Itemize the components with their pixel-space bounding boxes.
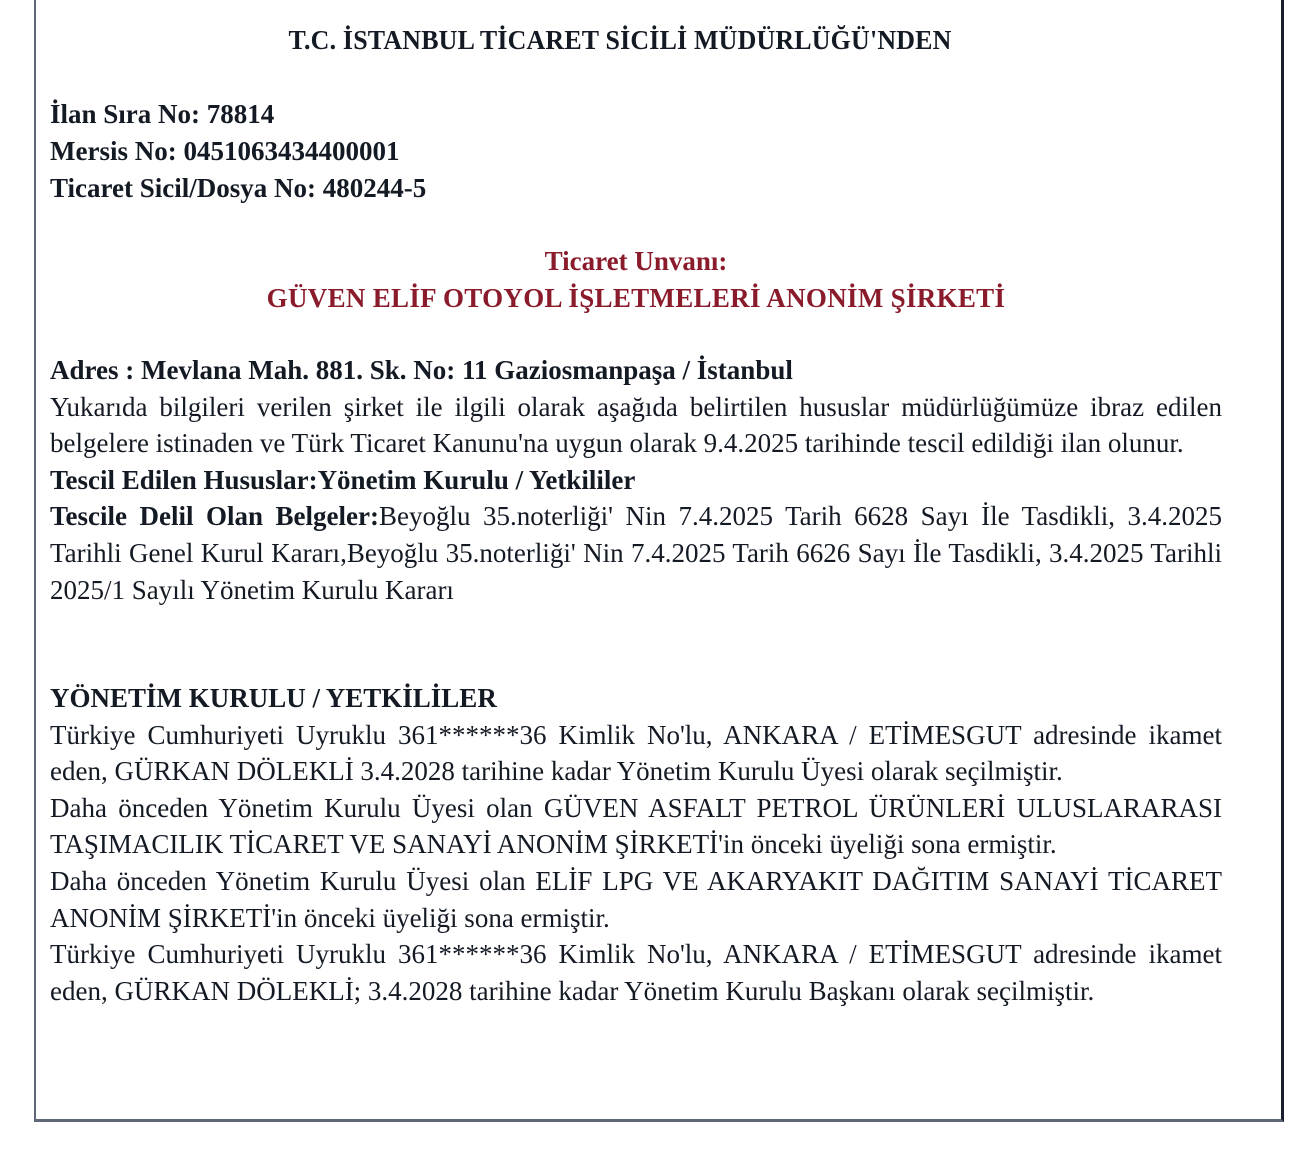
announcement-body xyxy=(50,352,1222,608)
announcement-number-row xyxy=(50,96,426,133)
board-paragraph: Türkiye Cumhuriyeti Uyruklu 361******36 Kimlik No'lu, ANKARA / ETİMESGUT adresinde ikamet eden, GÜRKAN DÖLEKLİ 3.4.2028 tarihine kadar Yönetim Kurulu Üyesi olarak seçilmiştir. xyxy=(50,719,1222,787)
address-label: Adres : xyxy=(50,355,135,385)
mersis-number-label: Mersis No: xyxy=(50,136,177,166)
announcement-meta xyxy=(50,96,426,207)
evidence-documents-paragraph xyxy=(50,498,1222,608)
address-line xyxy=(50,352,1222,389)
announcement-number-label: İlan Sıra No: xyxy=(50,99,201,129)
trade-name-label: Ticaret Unvanı: xyxy=(544,246,728,276)
mersis-number-value: 0451063434400001 xyxy=(183,136,400,166)
address-value: Mevlana Mah. 881. Sk. No: 11 Gaziosmanpaşa / İstanbul xyxy=(141,355,793,385)
company-name: GÜVEN ELİF OTOYOL İŞLETMELERİ ANONİM ŞİRKETİ xyxy=(266,283,1006,313)
registered-matters-value: Yönetim Kurulu / Yetkililer xyxy=(317,464,636,495)
board-paragraph: Daha önceden Yönetim Kurulu Üyesi olan ELİF LPG VE AKARYAKIT DAĞITIM SANAYİ TİCARET ANONİM ŞİRKETİ'in önceki üyeliği sona ermiştir. xyxy=(50,865,1222,933)
mersis-number-row xyxy=(50,133,426,170)
trade-name-block xyxy=(50,243,1222,317)
board-section-heading: YÖNETİM KURULU / YETKİLİLER xyxy=(50,683,497,713)
registry-file-number-row xyxy=(50,170,426,207)
board-paragraph: Daha önceden Yönetim Kurulu Üyesi olan GÜVEN ASFALT PETROL ÜRÜNLERİ ULUSLARARASI TAŞIMACILIK TİCARET VE SANAYİ ANONİM ŞİRKETİ'in önceki üyeliği sona ermiştir. xyxy=(50,792,1222,860)
registry-file-number-label: Ticaret Sicil/Dosya No: xyxy=(50,173,316,203)
registry-file-number-value: 480244-5 xyxy=(322,173,427,203)
document-title: T.C. İSTANBUL TİCARET SİCİLİ MÜDÜRLÜĞÜ'NDEN xyxy=(288,25,952,55)
registered-matters-label: Tescil Edilen Hususlar: xyxy=(50,464,318,495)
registered-matters-line xyxy=(50,462,1222,499)
board-paragraph: Türkiye Cumhuriyeti Uyruklu 361******36 Kimlik No'lu, ANKARA / ETİMESGUT adresinde ikamet eden, GÜRKAN DÖLEKLİ; 3.4.2028 tarihine kadar Yönetim Kurulu Başkanı olarak seçilmiştir. xyxy=(50,939,1222,1006)
evidence-documents-value: Beyoğlu 35.noterliği' Nin 7.4.2025 Tarih 6628 Sayı İle Tasdikli, 3.4.2025 Tarihli Genel Kurul Kararı,Beyoğlu 35.noterliği' Nin 7.4.2025 Tarih 6626 Sayı İle Tasdikli, 3.4.2025 Tarihli 2025/1 Sayılı Yönetim Kurulu Kararı xyxy=(50,501,1223,605)
intro-paragraph: Yukarıda bilgileri verilen şirket ile ilgili olarak aşağıda belirtilen hususlar müdürlüğümüze ibraz edilen belgelere istinaden ve Türk Ticaret Kanunu'na uygun olarak 9.4.2025 tarihinde tescil edildiği ilan olunur. xyxy=(50,391,1222,459)
board-section xyxy=(50,680,1222,1009)
announcement-number-value: 78814 xyxy=(206,99,275,129)
evidence-documents-label: Tescile Delil Olan Belgeler: xyxy=(50,501,379,532)
